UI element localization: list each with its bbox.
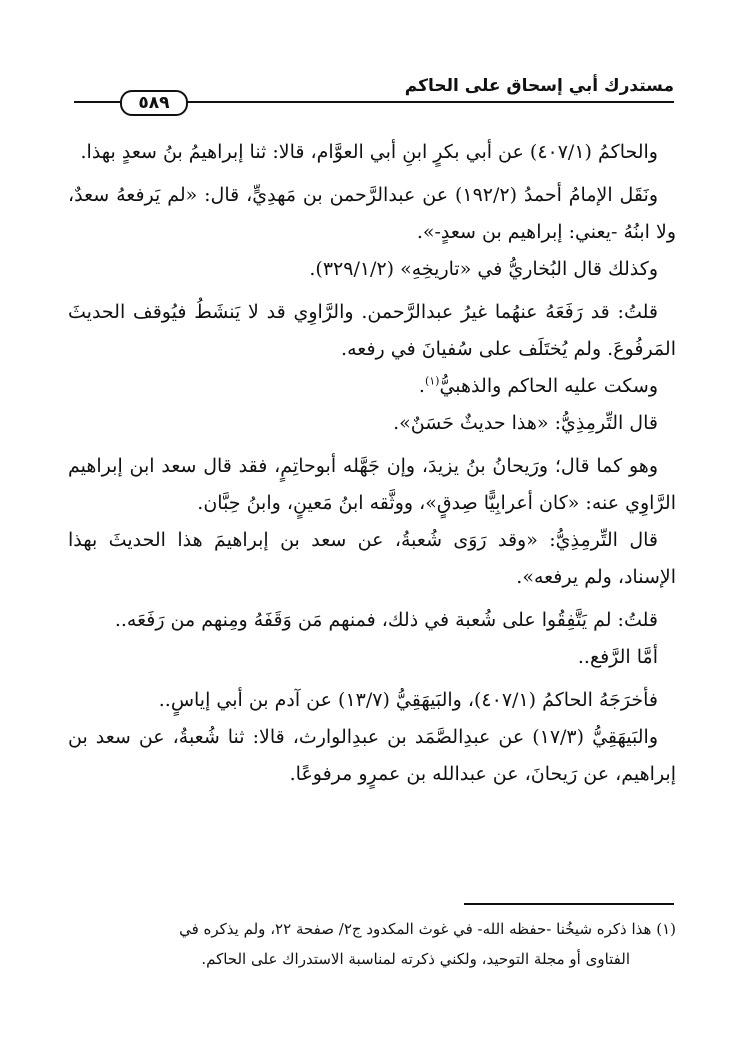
running-title: مستدرك أبي إسحاق على الحاكم	[404, 76, 674, 96]
paragraph	[68, 368, 676, 405]
footnote-rule	[464, 903, 674, 905]
page-number: ٥٨٩	[120, 90, 188, 116]
paragraph: فأخرَجَهُ الحاكمُ (٤٠٧/١)، والبَيهَقِيُّ (١٣/٧) عن آدم بن أبي إياسٍ..	[158, 689, 658, 711]
paragraph: قال التِّرمِذِيُّ: «هذا حديثٌ حَسَنٌ».	[393, 412, 658, 434]
paragraph-text: وسكت عليه الحاكم والذهبيُّ	[439, 375, 658, 397]
paragraph-end: .	[418, 375, 425, 397]
paragraph: قلتُ: لم يَتَّفِقُوا على شُعبة في ذلك، فمنهم مَن وَقَفَهُ ومِنهم من رَفَعَه..	[114, 609, 658, 631]
paragraph: قلتُ: قد رَفَعَهُ عنهُما غيرُ عبدالرَّحمن. والرَّاوِي قد لا يَنشَطُ فيُوقف الحديثَ المَرفُوعَ. ولم يُختَلَف على سُفيانَ في رفعه.	[68, 301, 676, 360]
paragraph: ونَقَل الإمامُ أحمدُ (١٩٢/٢) عن عبدالرَّحمن بن مَهدِيٍّ، قال: «لم يَرفعهُ سعدٌ، ولا ابنُهُ -يعني: إبراهيم بن سعدٍ-».	[68, 184, 676, 243]
page-header	[74, 70, 674, 116]
paragraph: أمَّا الرَّفع..	[577, 646, 658, 668]
paragraph: والحاكمُ (٤٠٧/١) عن أبي بكرٍ ابنِ أبي العوَّام، قالا: ثنا إبراهيمُ بنُ سعدٍ بهذا.	[80, 141, 658, 163]
paragraph: والبَيهَقِيُّ (١٧/٣) عن عبدِالصَّمَد بن عبدِالوارث، قالا: ثنا شُعبةُ، عن سعد بن إبراهيم، عن رَيحانَ، عن عبدالله بن عمرٍو مرفوعًا.	[68, 726, 676, 785]
paragraph: وهو كما قال؛ ورَيحانُ بنُ يزيدَ، وإن جَهَّله أبوحاتِمٍ، فقد قال سعد ابن إبراهيم الرَّاوِي عنه: «كان أعرابِيًّا صِدقٍ»، ووثَّقه ابنُ مَعينٍ، وابنُ حِبَّان.	[68, 455, 676, 514]
footnote-line: (١) هذا ذكره شيخُنا -حفظه الله- في غوث المكدود ج٢/ صفحة ٢٢، ولم يذكره في	[179, 920, 676, 938]
footnote-reference: (١)	[424, 374, 440, 388]
footnote-line: الفتاوى أو مجلة التوحيد، ولكني ذكرته لمناسبة الاستدراك على الحاكم.	[201, 950, 630, 968]
main-text	[68, 134, 676, 793]
paragraph: وكذلك قال البُخاريُّ في «تاريخِهِ» (٣٢٩/١/٢).	[309, 258, 658, 280]
paragraph: قال التِّرمِذِيُّ: «وقد رَوَى شُعبةُ، عن سعد بن إبراهيمَ هذا الحديثَ بهذا الإسناد، ولم يرفعه».	[68, 529, 676, 588]
footnote	[64, 914, 676, 974]
